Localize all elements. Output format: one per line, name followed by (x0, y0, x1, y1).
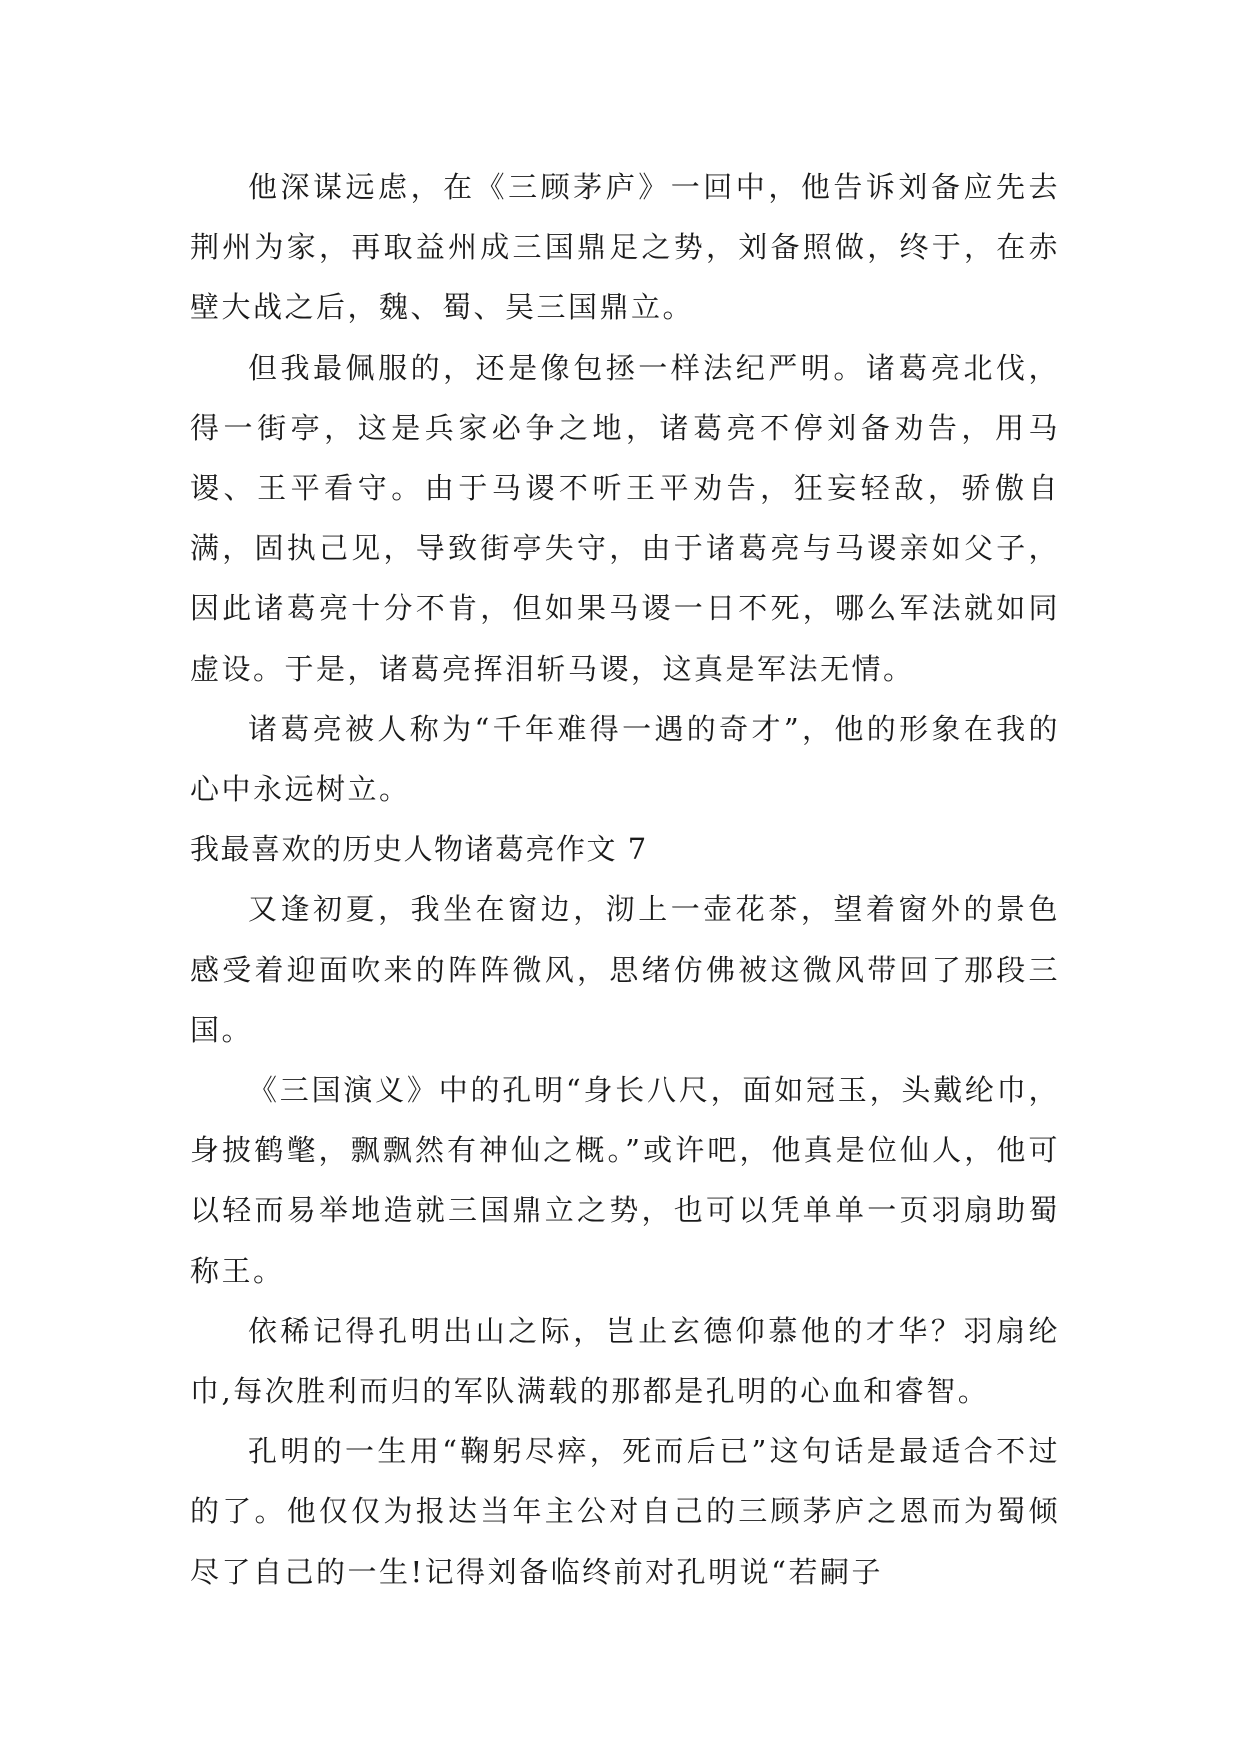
paragraph: 又逢初夏，我坐在窗边，沏上一壶花茶，望着窗外的景色感受着迎面吹来的阵阵微风，思绪仿佛被这微风带回了那段三国。 (190, 892, 1060, 1047)
paragraph: 但我最佩服的，还是像包拯一样法纪严明。诸葛亮北伐，得一街亭，这是兵家必争之地，诸葛亮不停刘备劝告，用马谡、王平看守。由于马谡不听王平劝告，狂妄轻敌，骄傲自满，固执己见，导致街亭失守，由于诸葛亮与马谡亲如父子，因此诸葛亮十分不肯，但如果马谡一日不死，哪么军法就如同虚设。于是，诸葛亮挥泪斩马谡，这真是军法无情。 (190, 350, 1060, 686)
section-heading: 我最喜欢的历史人物诸葛亮作文 7 (190, 832, 648, 867)
document-body (190, 157, 1060, 1602)
paragraph: 诸葛亮被人称为“千年难得一遇的奇才”，他的形象在我的心中永远树立。 (190, 711, 1060, 807)
paragraph: 孔明的一生用“鞠躬尽瘁，死而后已”这句话是最适合不过的了。他仅仅为报达当年主公对自己的三顾茅庐之恩而为蜀倾尽了自己的一生!记得刘备临终前对孔明说“若嗣子 (190, 1434, 1060, 1589)
paragraph: 《三国演义》中的孔明“身长八尺，面如冠玉，头戴纶巾，身披鹤氅，飘飘然有神仙之概。”或许吧，他真是位仙人，他可以轻而易举地造就三国鼎立之势，也可以凭单单一页羽扇助蜀称王。 (190, 1073, 1060, 1288)
paragraph: 他深谋远虑，在《三顾茅庐》一回中，他告诉刘备应先去荆州为家，再取益州成三国鼎足之势，刘备照做，终于，在赤壁大战之后，魏、蜀、吴三国鼎立。 (190, 170, 1060, 325)
paragraph: 依稀记得孔明出山之际，岂止玄德仰慕他的才华？羽扇纶巾,每次胜利而归的军队满载的那都是孔明的心血和睿智。 (190, 1313, 1060, 1409)
